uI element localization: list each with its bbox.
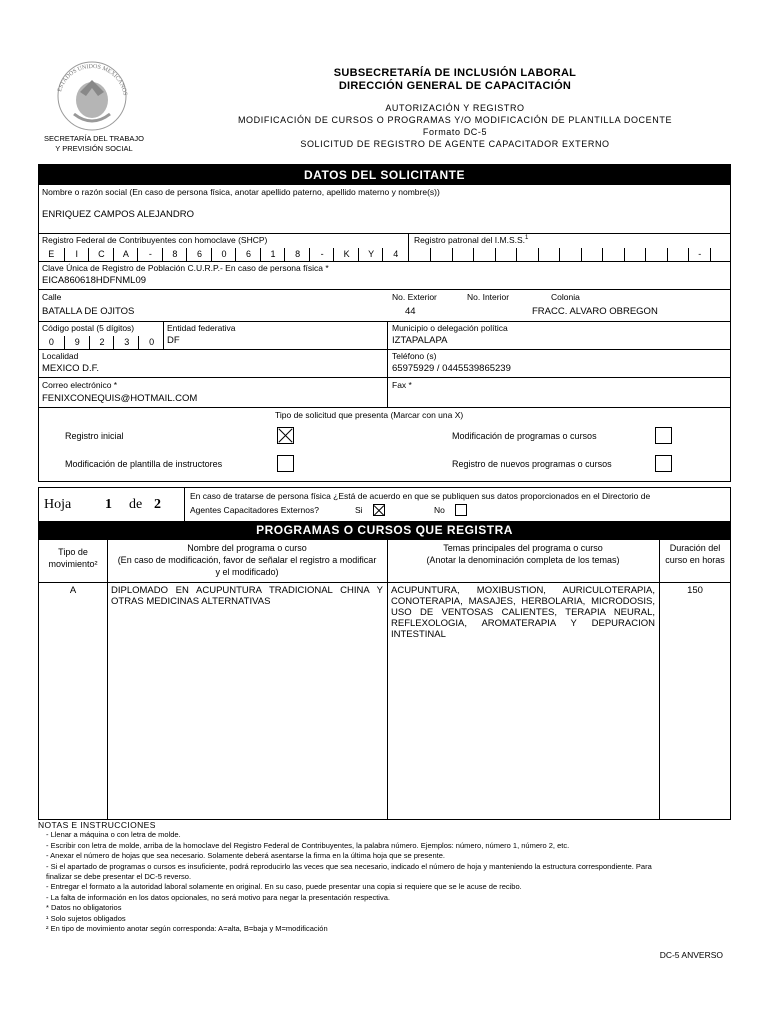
fax-label: Fax *: [392, 380, 412, 390]
nuevos-programas-checkbox[interactable]: [655, 455, 672, 472]
mod-programas-checkbox[interactable]: [655, 427, 672, 444]
cp-label: Código postal (5 dígitos): [42, 323, 135, 333]
header-line4: MODIFICACIÓN DE CURSOS O PROGRAMAS Y/O MODIFICACIÓN DE PLANTILLA DOCENTE: [237, 115, 673, 125]
char-cell: 4: [382, 248, 408, 261]
char-cell: [710, 248, 732, 261]
mod-plantilla-checkbox[interactable]: [277, 455, 294, 472]
domicilio-row: [39, 289, 730, 321]
no-label: No: [434, 505, 445, 515]
col-nombre-l3: y el modificado): [215, 567, 279, 577]
char-cell: 6: [186, 248, 212, 261]
col-tipo-l1: Tipo de: [58, 547, 88, 557]
localidad-row: [39, 349, 730, 377]
tipo-solicitud-row: [39, 407, 730, 482]
hoja-row: [39, 488, 730, 521]
correo-row: [39, 377, 730, 407]
char-cell: A: [113, 248, 139, 261]
char-cell: 9: [64, 336, 90, 349]
char-cell: -: [137, 248, 163, 261]
col-nombre-header: [107, 542, 387, 578]
col-temas-header: [387, 542, 659, 566]
col-duracion-l2: curso en horas: [665, 555, 725, 565]
char-cell: 0: [211, 248, 237, 261]
header-line1: SUBSECRETARÍA DE INCLUSIÓN LABORAL: [333, 67, 577, 79]
col-temas-l1: Temas principales del programa o curso: [443, 543, 603, 553]
char-cell: [430, 248, 452, 261]
no-ext-field[interactable]: 44: [405, 306, 416, 317]
nota-item: ² En tipo de movimiento anotar según corresponda: A=alta, B=baja y M=modificación: [46, 924, 328, 934]
char-cell: 2: [89, 336, 115, 349]
nota-item: * Datos no obligatorios: [46, 903, 122, 913]
imss-field[interactable]: [409, 246, 731, 261]
nombre-field[interactable]: ENRIQUEZ CAMPOS ALEJANDRO: [42, 209, 195, 220]
org-caption: [30, 134, 158, 154]
correo-field[interactable]: FENIXCONEQUIS@HOTMAIL.COM: [42, 393, 198, 404]
char-cell: C: [88, 248, 114, 261]
localidad-field[interactable]: MEXICO D.F.: [42, 363, 100, 374]
registro-inicial-checkbox[interactable]: [277, 427, 294, 444]
opt-mod-programas-label: Modificación de programas o cursos: [452, 431, 597, 441]
col-nombre-l2: (En caso de modificación, favor de señalar el registro a modificar: [117, 555, 377, 565]
directorio-text1: En caso de tratarse de persona física ¿Está de acuerdo en que se publiquen sus datos proporcionados en el Directorio de: [190, 491, 651, 501]
opt-mod-plantilla-label: Modificación de plantilla de instructores: [65, 459, 223, 469]
hoja-de: de: [129, 497, 143, 512]
char-cell: E: [48, 249, 55, 259]
nota-item: finalizar se debe presentar el DC-5 reverso.: [46, 872, 192, 882]
cp-field[interactable]: [39, 334, 164, 349]
header-line2: DIRECCIÓN GENERAL DE CAPACITACIÓN: [338, 80, 572, 92]
char-cell: 1: [260, 248, 286, 261]
opt-registro-inicial-label: Registro inicial: [65, 431, 124, 441]
row-nombre[interactable]: DIPLOMADO EN ACUPUNTURA TRADICIONAL CHINA Y OTRAS MEDICINAS ALTERNATIVAS: [111, 585, 383, 607]
curp-row: [39, 261, 730, 289]
si-checkbox[interactable]: [373, 504, 385, 516]
hoja-label: Hoja: [44, 497, 72, 512]
char-cell: [624, 248, 646, 261]
table-row: [39, 582, 730, 820]
char-cell: 6: [235, 248, 261, 261]
notas-section: [38, 820, 728, 934]
imss-label: [414, 235, 528, 245]
directorio-text2: Agentes Capacitadores Externos?: [190, 505, 319, 515]
char-cell: [473, 248, 495, 261]
programas-section: [38, 487, 731, 820]
no-checkbox[interactable]: [455, 504, 467, 516]
char-cell: 0: [138, 336, 164, 349]
header-line6: SOLICITUD DE REGISTRO DE AGENTE CAPACITADOR EXTERNO: [300, 139, 610, 149]
org-caption-line1: SECRETARÍA DEL TRABAJO: [44, 134, 144, 143]
nota-item: - Escribir con letra de molde, arriba de la homoclave del Registro Federal de Contribuyentes, la palabra número. Ejemplos: número, número 1, número 2, etc.: [46, 840, 570, 850]
nota-item: ¹ Solo sujetos obligados: [46, 913, 126, 923]
char-cell: Y: [358, 248, 384, 261]
nota-item: - La falta de información en los datos opcionales, no será motivo para negar la presentación respectiva.: [46, 892, 390, 902]
si-label: Si: [355, 505, 363, 515]
char-cell: -: [309, 248, 335, 261]
char-cell: 8: [284, 248, 310, 261]
programas-title: PROGRAMAS O CURSOS QUE REGISTRA: [39, 521, 730, 539]
divider: [387, 378, 388, 408]
rfc-row: [39, 233, 730, 261]
nota-item: - Anexar el número de hojas que sea necesario. Solamente deberá asentarse la firma en la última hoja que se presente.: [46, 851, 445, 861]
org-caption-line2: Y PREVISIÓN SOCIAL: [55, 144, 133, 153]
header-line5: Formato DC-5: [422, 127, 488, 137]
colonia-field[interactable]: FRACC. ALVARO OBREGON: [532, 306, 658, 317]
char-cell: 3: [113, 336, 139, 349]
col-duracion-header: [659, 542, 731, 566]
tipo-label: Tipo de solicitud que presenta (Marcar con una X): [275, 410, 464, 420]
char-cell: [538, 248, 560, 261]
notas-title: NOTAS E INSTRUCCIONES: [38, 820, 156, 830]
row-duracion[interactable]: 150: [687, 585, 703, 596]
nota-item: - Llenar a máquina o con letra de molde.: [46, 830, 181, 840]
char-cell: 8: [162, 248, 188, 261]
char-cell: [409, 248, 430, 261]
char-cell: [645, 248, 667, 261]
col-tipo-header: [39, 546, 107, 570]
opt-nuevos-programas-label: Registro de nuevos programas o cursos: [452, 459, 612, 469]
municipio-field[interactable]: IZTAPALAPA: [392, 335, 448, 346]
row-tipo[interactable]: A: [69, 585, 77, 596]
char-cell: I: [64, 248, 90, 261]
nota-item: - Si el apartado de programas o cursos es insuficiente, podrá reproducirlo las veces que sea necesario, indicado el número de hoja y manteniendo la estructura correspondiente. Para: [46, 861, 652, 871]
divider: [387, 322, 388, 350]
char-cell: [581, 248, 603, 261]
rfc-label: Registro Federal de Contribuyentes con homoclave (SHCP): [42, 235, 268, 245]
divider: [184, 488, 185, 521]
municipio-label: Municipio o delegación política: [392, 323, 508, 333]
no-int-label: No. Interior: [467, 292, 510, 302]
form-code: DC-5 ANVERSO: [659, 950, 723, 960]
divider: [387, 350, 388, 378]
col-tipo-l2: movimiento²: [48, 559, 98, 569]
svg-text:ESTADOS UNIDOS MEXICANOS: ESTADOS UNIDOS MEXICANOS: [57, 63, 128, 97]
divider: [163, 322, 164, 350]
char-cell: [602, 248, 624, 261]
correo-label: Correo electrónico *: [42, 380, 118, 390]
rfc-field[interactable]: [39, 246, 407, 261]
char-cell: [495, 248, 517, 261]
char-cell: 0: [48, 337, 54, 347]
mexico-seal-logo: [38, 56, 146, 134]
no-ext-label: No. Exterior: [392, 292, 437, 302]
entidad-label: Entidad federativa: [167, 323, 236, 333]
localidad-label: Localidad: [42, 351, 79, 361]
char-cell: [516, 248, 538, 261]
notas-list: [38, 830, 728, 934]
col-temas-l2: (Anotar la denominación completa de los temas): [426, 555, 620, 565]
char-cell: [667, 248, 689, 261]
imss-sup: 1: [525, 235, 529, 242]
header-line3: AUTORIZACIÓN Y REGISTRO: [385, 103, 525, 113]
nota-item: - Entregar el formato a la autoridad laboral solamente en original. En su caso, puede presentar una copia si requiere que se le acuse de recibo.: [46, 882, 522, 892]
hoja-total[interactable]: 2: [154, 497, 161, 512]
telefono-label: Teléfono (s): [392, 351, 437, 361]
char-cell: -: [688, 248, 710, 261]
char-cell: [559, 248, 581, 261]
calle-field[interactable]: BATALLA DE OJITOS: [42, 306, 135, 317]
calle-label: Calle: [42, 292, 62, 302]
char-cell: [452, 248, 474, 261]
col-duracion-l1: Duración del: [669, 543, 721, 553]
solicitante-section: [38, 164, 731, 482]
col-nombre-l1: Nombre del programa o curso: [187, 543, 307, 553]
curp-field[interactable]: EICA860618HDFNML09: [42, 275, 147, 286]
entidad-field[interactable]: DF: [167, 335, 180, 346]
programas-header-row: [39, 539, 730, 582]
colonia-label: Colonia: [551, 292, 580, 302]
row-temas[interactable]: ACUPUNTURA, MOXIBUSTION, AURICULOTERAPIA, CONOTERAPIA, MASAJES, HERBOLARIA, MICRODOSIS, USO DE VENTOSAS CALIENTES, TERAPIA NEURAL, REFLEXOLOGIA, AROMATERAPIA Y DEPURACION INTESTINAL: [391, 585, 655, 640]
char-cell: K: [333, 248, 359, 261]
solicitante-title: DATOS DEL SOLICITANTE: [39, 165, 730, 185]
cp-row: [39, 321, 730, 349]
nombre-label: Nombre o razón social (En caso de persona física, anotar apellido paterno, apellido materno y nombre(s)): [42, 187, 440, 197]
telefono-field[interactable]: 65975929 / 0445539865239: [392, 363, 511, 374]
imss-label-text: Registro patronal del I.M.S.S.: [414, 235, 526, 245]
curp-label: Clave Única de Registro de Población C.U.R.P.- En caso de persona física *: [42, 263, 329, 273]
hoja-current[interactable]: 1: [105, 497, 112, 512]
